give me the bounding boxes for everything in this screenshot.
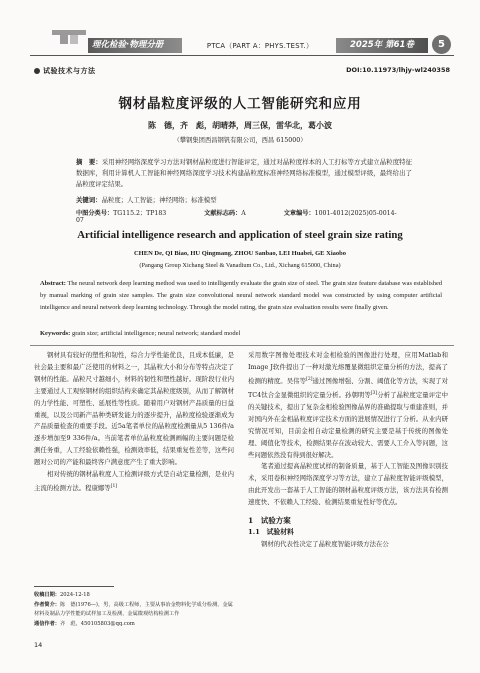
- author-bio: [34, 601, 234, 620]
- bullet-icon: [34, 68, 40, 74]
- citation: [2]: [306, 376, 313, 382]
- citation: [1]: [110, 483, 118, 489]
- clc-label: 中图分类号：: [76, 210, 114, 217]
- body-paragraph-text: 分析了晶粒度定量评定中的关键技术，提出了复杂金相检验图像晶界的准确提取与重建准则，并对国内外在金相晶粒度评定技术方面的进展情况进行了分析。从业内研究情况可知，目前金相自动定量检测的研究主要是基于传统的图像处理、阈值化等技术，检测结果存在波动较大、需要人工介入等问题，这些问题依然没有得到很好解决。: [248, 390, 449, 459]
- authors-cn: 陈 德，齐 彪，胡晴莽，周三保，雷华北，葛小波: [148, 120, 332, 130]
- keywords-en-text: grain size; artificial intelligence; neural network; standard model: [70, 330, 241, 337]
- body-paragraph-text: 采用数字图像处理技术对金相检验的图像进行处理，应用Matlab和Image J软件提出了一种对激光熔覆显微组织定量分析的方法，提高了检测的精度。吴伟等: [248, 351, 448, 385]
- abstract-divider: [30, 345, 454, 346]
- keywords-en-label: Keywords:: [40, 330, 71, 337]
- section-tag: [34, 66, 96, 76]
- citation: [3]: [370, 390, 378, 396]
- doi: DOI:10.11973/lhjy-wl240358: [346, 66, 450, 74]
- article-number-label: 文章编号：: [283, 210, 315, 217]
- article-number-value: 1001-4012(2025)05-0014-07: [76, 210, 397, 224]
- received-date: [34, 591, 234, 601]
- corresponding-value: 齐 彪，450105803@qq.com: [59, 620, 135, 627]
- keywords-cn-text: 晶粒度；人工智能；神经网络；标准模型: [101, 196, 217, 204]
- affiliation-en: (Pangang Group Xichang Steel & Vanadium Co., Ltd., Xichang 615000, China): [139, 262, 341, 269]
- page-number: 14: [34, 641, 43, 649]
- classification-line: [76, 208, 436, 224]
- body-paragraph: 钢材具有较好的塑性和韧性，综合力学性能优良，且成本低廉，是社会最主要和最广泛使用的材料之一，其晶粒大小和分布等特点决定了钢材的性能。晶粒尺寸越细小，材料的韧性和塑性越好。现阶段行业内主要通过人工观察钢材的组织结构来确定其晶粒度级别，从而了解钢材的力学性能、可塑性、延展性等性质。随着用户对钢材产品质量的日益重视，以及公司新产品种类研发能力的逐步提升，晶粒度检验逐渐成为产品质量检查的重要手段。近5a笔者单位的晶粒度检测量从5 136件/a逐步增加至9 336件/a。当前笔者单位晶粒度检测画幅的主要问题是检测任务重，人工经验依赖性强，检测效率低，结果重复性差等，这些问题对公司的产能和最终客户满意度产生了重大影响。: [34, 351, 234, 467]
- section-heading: 1 试验方案: [248, 516, 291, 526]
- issue-number-badge: 5: [432, 35, 451, 54]
- journal-header: [0, 0, 480, 48]
- abstract-cn: [76, 157, 412, 190]
- abstract-en: [40, 278, 442, 314]
- body-paragraph: [248, 350, 448, 461]
- body-paragraph: 笔者通过提高晶粒度试样的制备质量，基于人工智能及图像识别技术，采用卷积神经网络深度学习等方法，建立了晶粒度智能评级模型，由此开发出一套基于人工智能的钢材晶粒度评级方法，该方法具有检测速度快、不依赖人工经验、检测结果重复性好等优点。: [248, 462, 448, 507]
- article-title-cn: 钢材晶粒度评级的人工智能研究和应用: [118, 96, 362, 112]
- clc-value: TG115.2；TP183: [113, 210, 167, 217]
- footnote-divider: [34, 586, 114, 587]
- abstract-cn-label: 摘 要：: [76, 158, 102, 166]
- abstract-cn-text: 采用神经网络深度学习方法对钢材晶粒度进行智能评定，通过对晶粒度样本的人工打标等方式建立晶粒度特征数据库，利用计算机人工智能和神经网络深度学习技术构建晶粒度标准神经网络标准模型，通过模型评级，最终给出了晶粒度评定结果。: [76, 158, 413, 188]
- keywords-cn: [76, 195, 412, 204]
- body-paragraph: [34, 469, 234, 495]
- affiliation-cn: （攀钢集团西昌钢钒有限公司，西昌 615000）: [173, 137, 307, 144]
- authors-en: CHEN De, QI Biao, HU Qingmang, ZHOU Sanbao, LEI Huabei, GE Xiaobo: [133, 250, 346, 257]
- doc-code-value: A: [241, 210, 246, 217]
- subsection-heading: 1.1 试验材料: [248, 527, 294, 536]
- keywords-en: [40, 330, 442, 337]
- running-head: PTCA（PART A：PHYS.TEST.）: [206, 42, 314, 50]
- author-bio-label: 作者简介：: [34, 601, 60, 608]
- body-paragraph-text: 相对传统的钢材晶粒度人工检测评级方式是自动定量检测，是业内主流的检测方法。程康娜等: [34, 470, 234, 493]
- body-paragraph: 钢材的代表性决定了晶粒度智能评级方法在公: [261, 539, 389, 548]
- abstract-en-label: Abstract:: [40, 280, 66, 287]
- issue-badge: 2025年 第61卷: [336, 38, 428, 53]
- corresponding-author: [34, 620, 234, 630]
- article-title-en: Artificial intelligence research and application of steel grain size rating: [77, 229, 403, 241]
- received-label: 收稿日期：: [34, 592, 60, 598]
- clc-number: [76, 210, 184, 217]
- doc-code: [204, 210, 264, 217]
- body-paragraph-text: 通过图像增强、分割、阈值化等方法，实现了对TC4钛合金显微组织的定量分析。孙朝明等: [248, 376, 449, 399]
- footnotes: [34, 591, 234, 629]
- body-column-right: [248, 350, 448, 551]
- doc-code-label: 文献标志码：: [204, 210, 242, 217]
- corresponding-label: 通信作者：: [34, 620, 60, 627]
- abstract-en-text: The neural network deep learning method was used to intelligently evaluate the grain size of steel. The grain size feature database was established by manual marking of grain size samples. The grain size convolutional neural network standard model was constructed by using computer artificial intelligence and neural network deep learning technology. Through the model rating, the grain size evaluation results were finally given.: [40, 280, 442, 311]
- header-divider: [30, 55, 454, 56]
- journal-name: 理化检验·物理分册: [88, 38, 182, 53]
- journal-logo-icon: [52, 30, 86, 44]
- body-column-left: [34, 350, 234, 495]
- section-tag-label: 试验技术与方法: [43, 66, 96, 75]
- keywords-cn-label: 关键词：: [76, 196, 102, 204]
- author-bio-text: 陈 德(1976—)，男，高级工程师，主要从事冶金物料化学成分检测、金属材料及制品力学性能的试样加工及检测、金属微观结构检测工作: [34, 601, 233, 617]
- received-value: 2024-12-18: [59, 592, 90, 598]
